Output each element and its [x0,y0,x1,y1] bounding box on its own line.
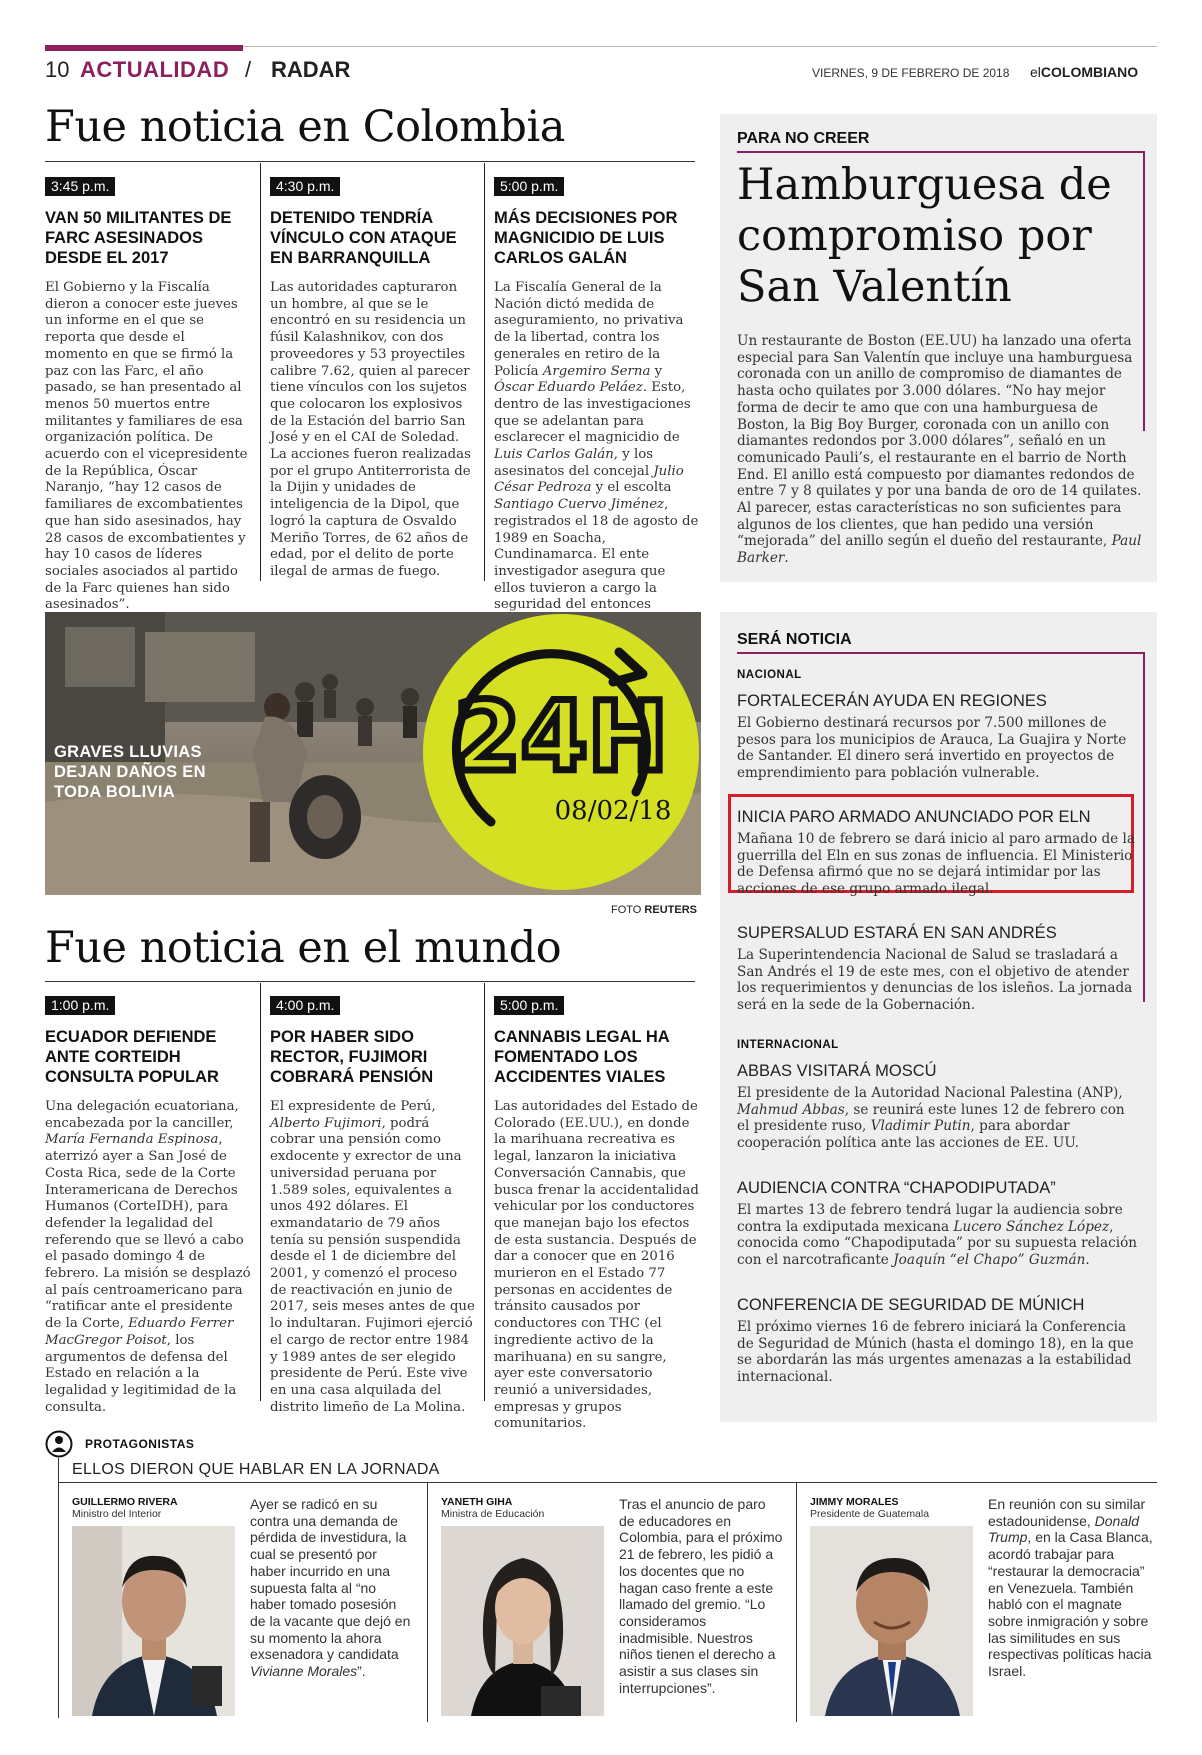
para-no-creer-box [720,114,1157,582]
protagonistas-label: PROTAGONISTAS [85,1437,195,1451]
column-divider [427,1482,428,1722]
edition-date: VIERNES, 9 DE FEBRERO DE 2018 [812,66,1010,80]
person-quote: Tras el anuncio de paro de educadores en Colombia, para el próximo 21 de febrero, les pidió a los docentes que no hagan caso frente a este llamado del gremio. “Lo consideramos inadmisible. Nuestros niños tienen el derecho a asistir a sus clases sin interrupciones”. [619,1496,783,1696]
badge-date: 08/02/18 [554,796,672,826]
story-mundo-3 [494,995,700,1433]
protagonistas-subtitle: ELLOS DIERON QUE HABLAR EN LA JORNADA [72,1461,440,1478]
column-divider [260,163,261,581]
header-accent-bar [45,45,243,51]
portrait-photo [810,1526,973,1716]
badge-24h-graphic [421,612,701,892]
protagonistas-rule [58,1482,1157,1483]
person-role: Ministra de Educación [441,1508,545,1520]
person-quote: Ayer se radicó en su contra una demanda de pérdida de investidura, la cual se presentó por haber incurrido en una supuesta falta al “no haber tomado posesión de la vacante que dejó en su momento la ahora exsenadora y candidata Vivianne Morales”. [250,1496,411,1680]
story-headline: POR HABER SIDO RECTOR, FUJIMORI COBRARÁ PENSIÓN [270,1028,434,1086]
section-separator: / [245,57,252,82]
story-headline: MÁS DECISIONES POR MAGNICIDIO DE LUIS CARLOS GALÁN [494,209,678,267]
story-time: 5:00 p.m. [494,177,564,196]
sera-noticia-box [720,612,1157,1422]
box-side-rule [1143,652,1145,1002]
story-colombia-2 [270,176,476,581]
category-nacional: NACIONAL [737,669,802,681]
badge-24h [421,612,701,892]
story-headline: ECUADOR DEFIENDE ANTE CORTEIDH CONSULTA POPULAR [45,1028,219,1086]
person-quote: En reunión con su similar estadounidense, Donald Trump, en la Casa Blanca, acordó trabajar para “restaurar la democracia” en Venezuela. También habló con el magnate sobre inmigración y sobre las similitudes en sus respectivas políticas hacia Israel. [988,1496,1153,1680]
mundo-title: Fue noticia en el mundo [45,923,562,973]
newspaper-brand: elCOLOMBIANO [1030,64,1139,80]
item-body: El presidente de la Autoridad Nacional Palestina (ANP), Mahmud Abbas, se reunirá este lunes 12 de febrero con el presidente ruso, Vladimir Putin, para abordar cooperación política ante las acciones de EE. UU. [737,1085,1125,1152]
item-body: El próximo viernes 16 de febrero iniciará la Conferencia de Seguridad de Múnich (hasta el domingo 18), en la que se abordarán las más urgentes amenazas a la estabilidad internacional. [737,1319,1134,1386]
story-body: Una delegación ecuatoriana, encabezada por la canciller, María Fernanda Espinosa, aterrizó ayer a San José de Costa Rica, sede de la Corte Interamericana de Derechos Humanos (CorteIDH), para defender la legalidad del referendo que se llevó a cabo el pasado domingo 4 de febrero. La misión se desplazó al país centroamericano para “ratificar ante el presidente de la Corte, Eduardo Ferrer MacGregor Poisot, los argumentos de defensa del Estado en relación a la legalidad y legitimidad de la consulta. [45,1099,251,1415]
badge-24h-text: 24H [454,681,668,793]
photo-caption: GRAVES LLUVIAS DEJAN DAÑOS EN TODA BOLIVIA [54,743,206,801]
person-role: Presidente de Guatemala [810,1508,930,1520]
person-icon [45,1430,73,1458]
item-title: FORTALECERÁN AYUDA EN REGIONES [737,692,1047,710]
para-no-creer-body: Un restaurante de Boston (EE.UU) ha lanzado una oferta especial para San Valentín que incluye una hamburguesa coronada con un anillo de compromiso de diamantes de hasta ocho quilates por 3.000 dólares. “No hay mejor forma de decir te amo que con una hamburguesa de Boston, la Big Boy Burger, coronada con un anillo con diamantes redondos por 3.000 dólares”, señaló en un comunicado Pauli’s, el restaurante en el barrio de North End. El anillo está compuesto por diamantes redondos de entre 7 y 8 quilates y por una banda de oro de 14 quilates. Al parecer, estas características no son suficientes para algunos de los clientes, que han pedido una versión “mejorada” del anillo según el dueño del restaurante, Paul Barker. [737,333,1142,567]
story-body: Las autoridades del Estado de Colorado (EE.UU.), en donde la marihuana recreativa es legal, lanzaron la iniciativa Conversación Cannabis, que busca frenar la accidentalidad vehicular por los conductores que manejan bajo los efectos de esta sustancia. Después de dar a conocer que en 2016 murieron en el Estado 77 personas en accidentes de tránsito causados por conductores con THC (el ingrediente activo de la marihuana) en su sangre, ayer este conversatorio reunió a universidades, empresas y grupos comunitarios. [494,1099,699,1432]
story-time: 4:30 p.m. [270,177,340,196]
story-colombia-3 [494,176,700,631]
mundo-title-rule [45,981,695,982]
bolivia-floods-photo [45,612,701,895]
item-body: El martes 13 de febrero tendrá lugar la audiencia sobre contra la exdiputada mexicana Lucero Sánchez López, conocida como “Chapodiputada” por su supuesta relación con el narcotraficante Joaquín “el Chapo” Guzmán. [737,1202,1138,1269]
story-body: Las autoridades capturaron un hombre, al que se le encontró en su residencia un fúsil Kalashnikov, con dos proveedores y 53 proyectiles calibre 7.62, quien al parecer tiene vínculos con los sujetos que colocaron los explosivos de la Estación del barrio San José y en el CAI de Soledad. La acciones fueron realizadas por el grupo Antiterrorista de la Dijin y unidades de inteligencia de la Dipol, que logró la captura de Osvaldo Meriño Torres, de 62 años de edad, por el delito de porte ilegal de armas de fuego. [270,280,471,579]
photo-credit: FOTO REUTERS [611,904,697,916]
para-no-creer-title: Hamburguesa de compromiso por San Valentín [737,160,1112,312]
protagonistas-side-rule [58,1458,59,1718]
sera-noticia-kicker: SERÁ NOTICIA [737,631,852,648]
item-body: La Superintendencia Nacional de Salud se trasladará a San Andrés el 19 de este mes, con el objetivo de atender los requerimientos y denuncias de los isleños. La jornada será en la sede de la Gobernación. [737,947,1133,1014]
story-headline: CANNABIS LEGAL HA FOMENTADO LOS ACCIDENTES VIALES [494,1028,670,1086]
item-body: Mañana 10 de febrero se dará inicio al paro armado de la guerrilla del Eln en sus zonas de influencia. El Ministerio de Defensa afirmó que no se dejará intimidar por las acciones de ese grupo armado ilegal. [737,831,1135,898]
person-role: Ministro del Interior [72,1508,162,1520]
story-body: El expresidente de Perú, Alberto Fujimori, podrá cobrar una pensión como exdocente y exrector de una universidad peruana por 1.589 soles, equivalentes a unos 492 dólares. El exmandatario de 79 años tenía su pensión suspendida desde el 1 de diciembre del 2001, y comenzó el proceso de reactivación en junio de 2017, seis meses antes de que lo indultaran. Fujimori ejerció el cargo de rector entre 1984 y 1989 antes de ser elegido presidente de Perú. Este vive en una casa alquilada del distrito limeño de La Molina. [270,1099,475,1415]
story-headline: VAN 50 MILITANTES DE FARC ASESINADOS DESDE EL 2017 [45,209,232,267]
portrait-photo [72,1526,235,1716]
story-body: La Fiscalía General de la Nación dictó medida de aseguramiento, no privativa de la libertad, contra los generales en retiro de la Policía Argemiro Serna y Óscar Eduardo Peláez. Esto, dentro de las investigaciones que se adelantan para esclarecer el magnicidio de Luis Carlos Galán, y los asesinatos del concejal Julio César Pedroza y el escolta Santiago Cuervo Jiménez, registrados el 18 de agosto de 1989 en Soacha, Cundinamarca. El ente investigador asegura que ellos tuvieron a cargo la seguridad del entonces [494,280,699,613]
kicker-rule [737,652,1145,654]
item-title: INICIA PARO ARMADO ANUNCIADO POR ELN [737,808,1091,826]
category-internacional: INTERNACIONAL [737,1039,839,1051]
colombia-title-rule [45,161,695,162]
story-headline: DETENIDO TENDRÍA VÍNCULO CON ATAQUE EN BARRANQUILLA [270,209,457,267]
story-mundo-1 [45,995,251,1416]
column-divider [260,983,261,1401]
story-time: 1:00 p.m. [45,996,115,1015]
page-number: 10 [45,57,70,82]
person-name: YANETH GIHA [441,1496,513,1508]
story-mundo-2 [270,995,476,1416]
section-name: ACTUALIDAD [80,57,230,82]
column-divider [796,1482,797,1722]
story-time: 5:00 p.m. [494,996,564,1015]
person-name: JIMMY MORALES [810,1496,899,1508]
column-divider [484,163,485,581]
item-body: El Gobierno destinará recursos por 7.500 millones de pesos para los municipios de Arauca, La Guajira y Norte de Santander. El dinero será invertido en proyectos de emprendimiento para población vulnerable. [737,715,1127,782]
kicker-rule [737,151,1145,153]
item-title: SUPERSALUD ESTARÁ EN SAN ANDRÉS [737,924,1057,942]
story-time: 3:45 p.m. [45,177,115,196]
para-no-creer-kicker: PARA NO CREER [737,130,870,147]
item-title: AUDIENCIA CONTRA “CHAPODIPUTADA” [737,1179,1056,1197]
story-colombia-1 [45,176,251,614]
subsection-name: RADAR [271,57,351,82]
story-time: 4:00 p.m. [270,996,340,1015]
story-body: El Gobierno y la Fiscalía dieron a conocer este jueves un informe en el que se reporta que desde el momento en que se firmó la paz con las Farc, el año pasado, se han presentado al menos 50 muertos entre militantes y familiares de esa organización política. De acuerdo con el vicepresidente de la República, Óscar Naranjo, “hay 12 casos de familiares de excombatientes que han sido asesinados, hay 28 casos de excombatientes y hay 10 casos de líderes sociales asociados al partido de la Farc quienes han sido asesinados”. [45,280,248,613]
colombia-title: Fue noticia en Colombia [45,102,565,152]
item-title: CONFERENCIA DE SEGURIDAD DE MÚNICH [737,1296,1085,1314]
person-name: GUILLERMO RIVERA [72,1496,178,1508]
item-title: ABBAS VISITARÁ MOSCÚ [737,1062,937,1080]
column-divider [484,983,485,1401]
portrait-photo [441,1526,604,1716]
